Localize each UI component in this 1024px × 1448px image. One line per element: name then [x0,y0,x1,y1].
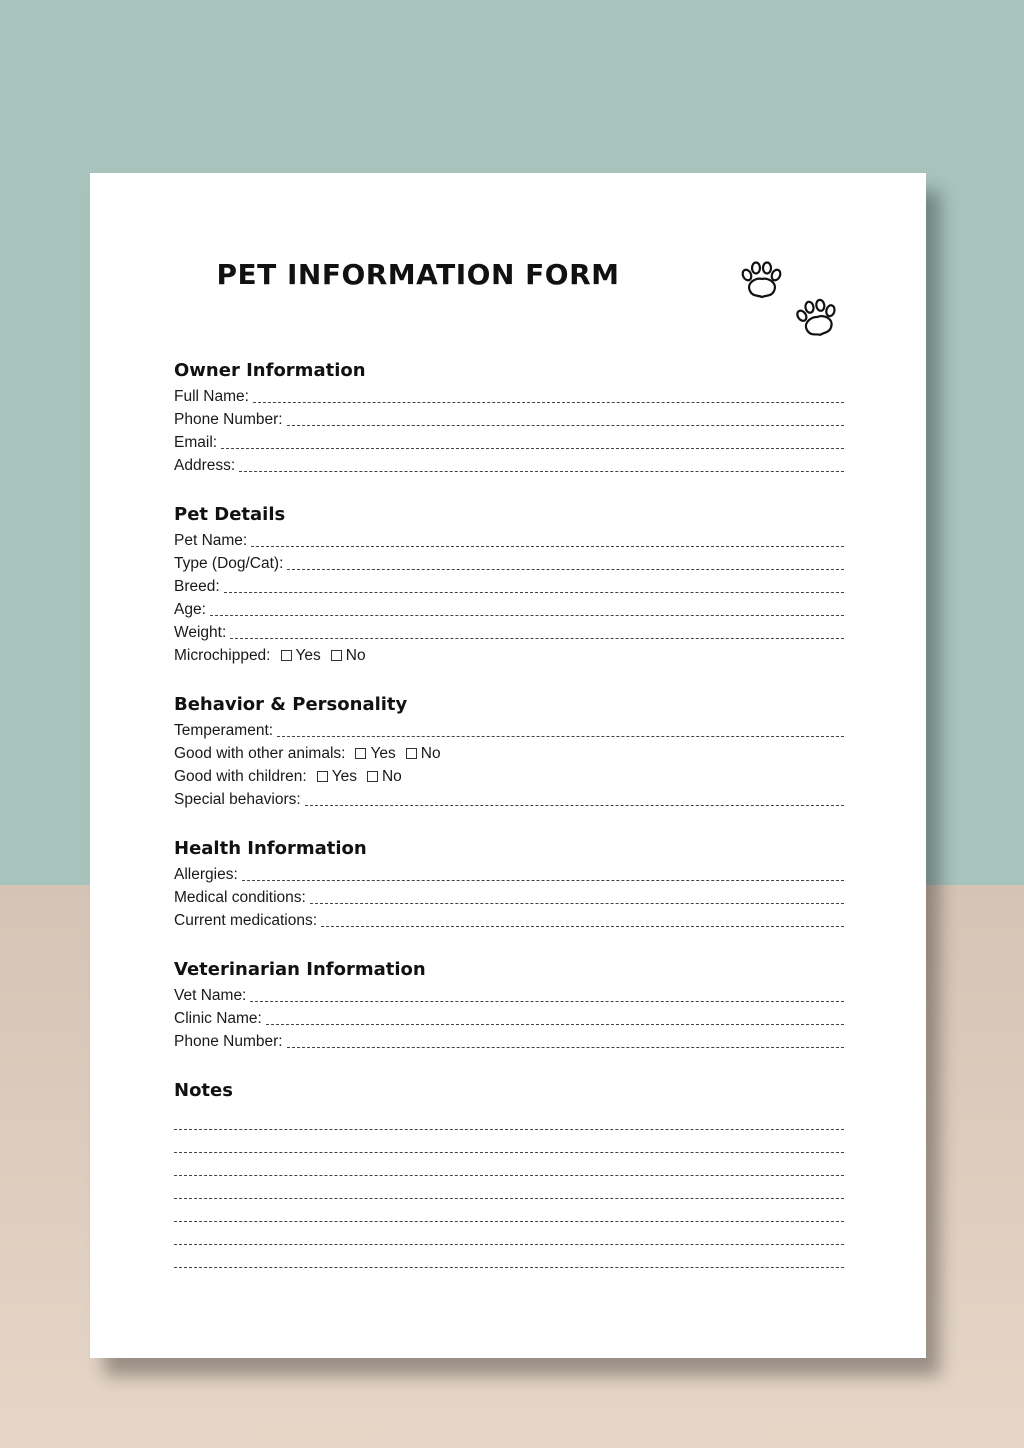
notes-area[interactable] [174,1107,844,1268]
pet-details-section [174,503,844,667]
note-line [174,1199,844,1222]
email-field[interactable]: Email: [174,431,844,454]
medical-conditions-field[interactable]: Medical conditions: [174,886,844,909]
form-title: PET INFORMATION FORM [216,258,620,291]
owner-phone-field[interactable]: Phone Number: [174,408,844,431]
current-medications-field[interactable]: Current medications: [174,909,844,932]
age-field[interactable]: Age: [174,598,844,621]
good-with-animals-field: Good with other animals: Yes No [174,745,441,762]
animals-no-checkbox[interactable] [406,748,417,759]
form-paper [90,173,926,1358]
good-with-children-field: Good with children: Yes No [174,768,402,785]
vet-phone-field[interactable]: Phone Number: [174,1030,844,1053]
notes-section [174,1079,844,1268]
note-line [174,1245,844,1268]
health-section [174,837,844,932]
weight-field[interactable]: Weight: [174,621,844,644]
section-heading: Pet Details [174,504,286,525]
breed-field[interactable]: Breed: [174,575,844,598]
note-line [174,1153,844,1176]
microchipped-field: Microchipped: Yes No [174,647,366,664]
special-behaviors-field[interactable]: Special behaviors: [174,788,844,811]
pet-name-field[interactable]: Pet Name: [174,529,844,552]
pet-type-field[interactable]: Type (Dog/Cat): [174,552,844,575]
veterinarian-section [174,958,844,1053]
paw-print-icon [730,255,850,355]
section-heading: Veterinarian Information [174,959,426,980]
children-no-checkbox[interactable] [367,771,378,782]
section-heading: Behavior & Personality [174,694,408,715]
microchipped-yes-checkbox[interactable] [281,650,292,661]
form-content [174,359,844,1294]
vet-name-field[interactable]: Vet Name: [174,984,844,1007]
section-heading: Health Information [174,838,367,859]
allergies-field[interactable]: Allergies: [174,863,844,886]
microchipped-no-checkbox[interactable] [331,650,342,661]
animals-yes-checkbox[interactable] [355,748,366,759]
full-name-field[interactable]: Full Name: [174,385,844,408]
note-line [174,1130,844,1153]
owner-information-section [174,359,844,477]
section-heading: Notes [174,1080,233,1101]
children-yes-checkbox[interactable] [317,771,328,782]
note-line [174,1222,844,1245]
note-line [174,1107,844,1130]
behavior-section [174,693,844,811]
clinic-name-field[interactable]: Clinic Name: [174,1007,844,1030]
note-line [174,1176,844,1199]
section-heading: Owner Information [174,360,366,381]
address-field[interactable]: Address: [174,454,844,477]
temperament-field[interactable]: Temperament: [174,719,844,742]
